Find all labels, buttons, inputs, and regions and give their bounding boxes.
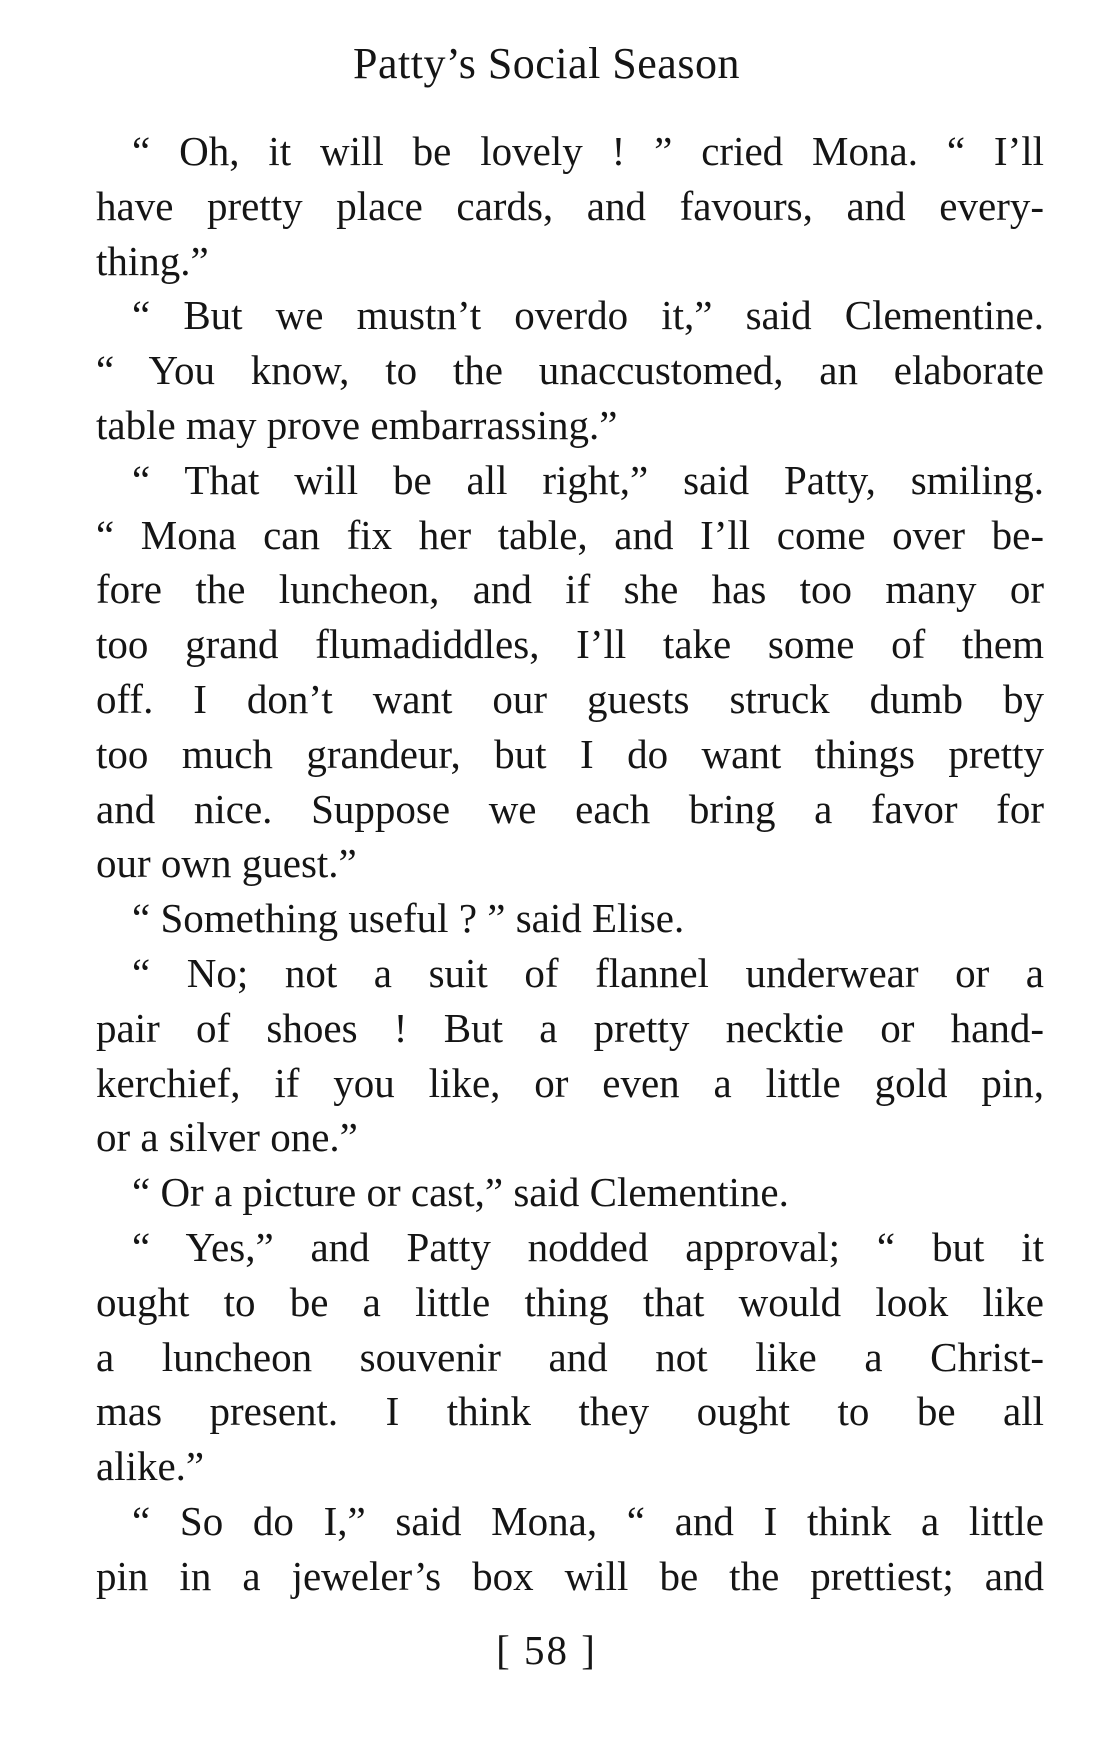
text-line: too much grandeur, but I do want things pretty [96, 730, 1044, 777]
text-line: a luncheon souvenir and not like a Christ- [96, 1333, 1044, 1380]
text-line: fore the luncheon, and if she has too many or [96, 566, 1044, 613]
text-line: alike.” [96, 1443, 205, 1490]
text-line: “ That will be all right,” said Patty, smiling. [132, 456, 1044, 503]
text-line: “ Yes,” and Patty nodded approval; “ but it [132, 1223, 1044, 1270]
text-line: table may prove embarrassing.” [96, 401, 618, 448]
text-line: “ So do I,” said Mona, “ and I think a little [132, 1497, 1044, 1544]
text-line: “ Mona can fix her table, and I’ll come over be- [96, 511, 1044, 558]
text-line: kerchief, if you like, or even a little gold pin, [96, 1059, 1044, 1106]
text-line: our own guest.” [96, 840, 357, 887]
text-line: “ No; not a suit of flannel underwear or a [132, 949, 1044, 996]
text-line: pin in a jeweler’s box will be the prettiest; and [96, 1552, 1044, 1599]
text-line: and nice. Suppose we each bring a favor for [96, 785, 1044, 832]
text-line: “ But we mustn’t overdo it,” said Clementine. [132, 292, 1044, 339]
text-line: or a silver one.” [96, 1114, 358, 1161]
text-line: off. I don’t want our guests struck dumb by [96, 675, 1044, 722]
text-line: ought to be a little thing that would look like [96, 1278, 1044, 1325]
page-number: [ 58 ] [496, 1627, 597, 1673]
text-line: have pretty place cards, and favours, and every- [96, 182, 1044, 229]
running-title: Patty’s Social Season [353, 39, 740, 88]
text-line: too grand flumadiddles, I’ll take some of them [96, 621, 1044, 668]
text-line: “ Oh, it will be lovely ! ” cried Mona. “ I’ll [132, 128, 1044, 174]
text-line: “ You know, to the unaccustomed, an elaborate [96, 347, 1044, 394]
body-text [96, 124, 1044, 1604]
text-line: “ Something useful ? ” said Elise. [132, 895, 685, 942]
text-line: “ Or a picture or cast,” said Clementine. [132, 1169, 789, 1216]
text-line: thing.” [96, 237, 209, 284]
text-line: mas present. I think they ought to be all [96, 1388, 1044, 1435]
text-line: pair of shoes ! But a pretty necktie or hand- [96, 1004, 1044, 1051]
